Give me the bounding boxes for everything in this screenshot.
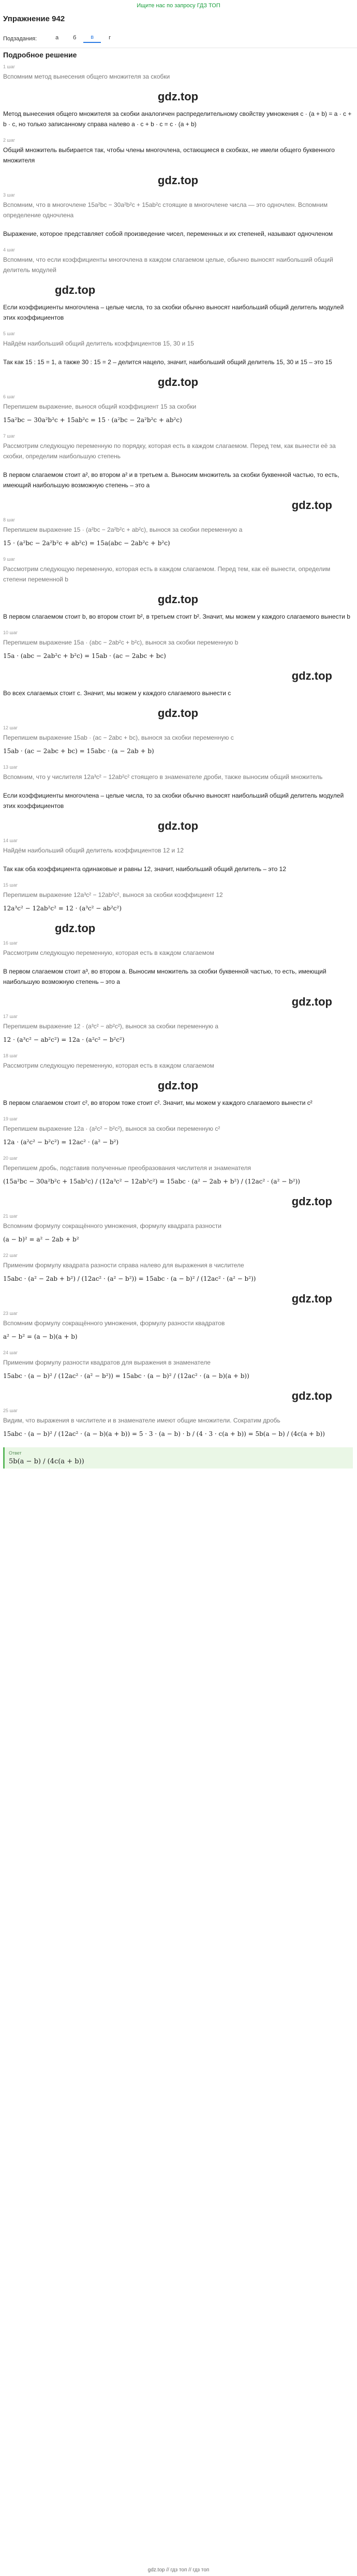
step-text: Так как оба коэффициента одинаковые и равны 12, значит, наибольший общий делитель – это 12 (3, 865, 287, 873)
solution-step (3, 688, 353, 698)
step-text: Метод вынесения общего множителя за скобки аналогичен распределительному свойству умножения c · (a + b) = a · c + b · c, но только записанному справа налево a · c + b · c = c · (a + b) (3, 110, 352, 128)
header (0, 11, 357, 48)
step-text: Вспомним, что если коэффициенты многочлена в каждом слагаемом целые, обычно выносят наибольший общий делитель модулей (3, 256, 333, 274)
step-text: Перепишем выражение 12a · (a²c² − b²c²), вынося за скобки переменную c² (3, 1125, 220, 1132)
step-text: Перепишем выражение 12 · (a³c² − ab²c²), вынося за скобки переменную a (3, 1023, 219, 1030)
solution-step (3, 192, 353, 220)
watermark-text: gdz.top (291, 499, 332, 512)
solution-step (3, 1350, 353, 1381)
solution-step (3, 138, 353, 166)
watermark-text: gdz.top (157, 593, 199, 606)
step-text: Если коэффициенты многочлена – целые числа, то за скобки обычно выносят наибольший общий делитель модулей этих коэффициентов (3, 304, 344, 321)
solution-step (3, 1214, 353, 1245)
solution-step (3, 64, 353, 82)
solution-step (3, 1156, 353, 1187)
step-text: Вспомним формулу сокращённого умножения, формулу разности квадратов (3, 1320, 225, 1327)
step-text: Перепишем выражение 12a³c² − 12ab²c², вынося за скобки коэффициент 12 (3, 891, 223, 898)
step-number: 24 шаг (3, 1350, 18, 1355)
solution-step (3, 1116, 353, 1147)
subpart-b[interactable]: б (72, 35, 77, 41)
step-number: 8 шаг (3, 517, 16, 522)
step-text: Перепишем выражение 15ab · (ac − 2abc + bc), вынося за скобки переменную c (3, 734, 234, 741)
step-number: 9 шаг (3, 557, 16, 562)
step-formula: 15a · (abc − 2ab²c + b²c) = 15ab · (ac − 2abc + bc) (3, 652, 166, 660)
solution-step (3, 229, 353, 239)
solution-step (3, 1408, 353, 1439)
top-search-link[interactable]: Ищите нас по запросу ГДЗ ТОП (137, 3, 220, 9)
solution-step (3, 765, 353, 782)
step-text: Применим формулу разности квадратов для выражения в знаменателе (3, 1359, 211, 1366)
solution-step (3, 966, 353, 987)
step-number: 23 шаг (3, 1311, 18, 1316)
step-text: Применим формулу квадрата разности справа налево для выражения в числителе (3, 1262, 244, 1269)
solution-content (3, 50, 353, 1469)
step-formula: 12a · (a²c² − b²c²) = 12ac² · (a² − b²) (3, 1139, 119, 1146)
step-number: 1 шаг (3, 64, 16, 69)
step-text: В первом слагаемом стоит c², во втором тоже стоит c². Значит, мы можем у каждого слагаемого вынести c² (3, 1099, 313, 1106)
step-text: Вспомним, что в многочлене 15a²bc − 30a²b²c + 15ab²c стоящие в многочлене числа — это одночлен. Вспомним определение одночлена (3, 201, 328, 219)
solution-step (3, 790, 353, 811)
step-text: Найдём наибольший общий делитель коэффициентов 12 и 12 (3, 847, 184, 854)
subpart-g[interactable]: г (109, 35, 111, 41)
step-number: 10 шаг (3, 630, 18, 635)
step-text: Рассмотрим следующую переменную, которая есть в каждом слагаемом (3, 1062, 214, 1069)
step-text: Перепишем выражение, вынося общий коэффициент 15 за скобки (3, 403, 197, 410)
solution-step (3, 394, 353, 425)
step-formula: 15ab · (ac − 2abc + bc) = 15abc · (a − 2ab + b) (3, 747, 154, 755)
step-text: В первом слагаемом стоит a³, во втором a. Выносим множитель за скобки буквенной частью, то есть, имеющий наибольшую возможную степень – это a (3, 968, 326, 985)
step-text: Вспомним метод вынесения общего множителя за скобки (3, 73, 170, 80)
watermark-text: gdz.top (157, 1079, 199, 1092)
step-formula: 15abc · (a² − 2ab + b²) / (12ac² · (a² − b²)) = 15abc · (a − b)² / (12ac² · (a² − b²)) (3, 1275, 256, 1282)
step-formula: 15a²bc − 30a²b²c + 15ab²c = 15 · (a²bc − 2a²b²c + ab²c) (3, 416, 182, 424)
solution-step (3, 1311, 353, 1342)
step-formula: 15abc · (a − b)² / (12ac² · (a − b)(a + b)) = 5 · 3 · (a − b) · b / (4 · 3 · c(a + b)) = 5b(a − b) / (4c(a + b)) (3, 1430, 325, 1437)
solution-step (3, 357, 353, 367)
step-number: 4 шаг (3, 247, 16, 252)
subpart-a[interactable]: а (55, 35, 59, 41)
watermark-text: gdz.top (55, 922, 96, 935)
watermark-text: gdz.top (157, 376, 199, 388)
step-text: Выражение, которое представляет собой произведение чисел, переменных и их степеней, называют одночленом (3, 230, 333, 237)
answer-formula: 5b(a − b) / (4c(a + b)) (9, 1458, 84, 1465)
step-text: Найдём наибольший общий делитель коэффициентов 15, 30 и 15 (3, 340, 194, 347)
step-text: Рассмотрим следующую переменную, которая есть в каждом слагаемом. Перед тем, как её вынести, определим степени переменной b (3, 565, 331, 583)
steps-list (3, 64, 353, 1439)
watermark-text: gdz.top (157, 819, 199, 832)
step-text: Вспомним формулу сокращённого умножения, формулу квадрата разности (3, 1222, 222, 1230)
step-number: 13 шаг (3, 765, 18, 770)
step-text: Перепишем выражение 15a · (abc − 2ab²c + b²c), вынося за скобки переменную b (3, 639, 239, 646)
step-text: Вспомним, что у числителя 12a³c² − 12ab²c² стоящего в знаменателе дроби, также выносим общий множитель (3, 773, 323, 781)
solution-step (3, 557, 353, 585)
step-number: 5 шаг (3, 331, 16, 336)
solution-step (3, 838, 353, 856)
solution-step (3, 331, 353, 349)
step-text: Во всех слагаемых стоит c. Значит, мы можем у каждого слагаемого вынести c (3, 690, 231, 697)
subpart-v[interactable]: в (83, 34, 101, 43)
watermark-text: gdz.top (55, 283, 96, 296)
solution-step (3, 864, 353, 874)
page-title: Упражнение 942 (3, 14, 65, 23)
solution-step (3, 470, 353, 490)
step-text: Общий множитель выбирается так, чтобы члены многочлена, остающиеся в скобках, не имели общего буквенного множителя (3, 146, 335, 164)
footer: gdz.top // гдз топ // гдз топ (147, 2567, 210, 2573)
step-text: Так как 15 : 15 = 1, а также 30 : 15 = 2 – делится нацело, значит, наибольший общий делитель 15, 30 и 15 – это 15 (3, 358, 332, 366)
solution-step (3, 1014, 353, 1045)
watermark-text: gdz.top (291, 995, 332, 1008)
step-text: Рассмотрим следующую переменную, которая есть в каждом слагаемом (3, 949, 214, 956)
section-title: Подробное решение (3, 51, 77, 59)
solution-step (3, 109, 353, 129)
step-formula: 15abc · (a − b)² / (12ac² · (a² − b²)) = 15abc · (a − b)² / (12ac² · (a − b)(a + b)) (3, 1372, 249, 1380)
step-number: 18 шаг (3, 1053, 18, 1058)
step-number: 2 шаг (3, 138, 16, 143)
solution-step (3, 1253, 353, 1284)
step-text: Если коэффициенты многочлена – целые числа, то за скобки обычно выносят наибольший общий делитель модулей этих коэффициентов (3, 792, 344, 810)
step-number: 14 шаг (3, 838, 18, 843)
step-number: 6 шаг (3, 394, 16, 399)
watermark-text: gdz.top (291, 669, 332, 682)
solution-step (3, 611, 353, 622)
step-number: 21 шаг (3, 1214, 18, 1219)
solution-step (3, 1098, 353, 1108)
solution-step (3, 630, 353, 661)
top-banner (0, 0, 357, 11)
step-number: 25 шаг (3, 1408, 18, 1413)
solution-step (3, 1053, 353, 1071)
step-number: 19 шаг (3, 1116, 18, 1121)
solution-step (3, 882, 353, 913)
step-number: 20 шаг (3, 1156, 18, 1161)
answer-block (3, 1447, 353, 1469)
step-number: 16 шаг (3, 940, 18, 946)
step-text: Перепишем выражение 15 · (a²bc − 2a²b²c + ab²c), вынося за скобки переменную a (3, 526, 243, 533)
watermark-text: gdz.top (291, 1389, 332, 1402)
step-formula: 12a³c² − 12ab²c² = 12 · (a³c² − ab²c²) (3, 905, 122, 912)
step-text: В первом слагаемом стоит a², во втором a² и в третьем a. Выносим множитель за скобки буквенной частью, то есть, имеющий наибольшую возможную степень – это a (3, 471, 339, 489)
step-number: 17 шаг (3, 1014, 18, 1019)
solution-step (3, 725, 353, 756)
step-formula: a² − b² = (a − b)(a + b) (3, 1333, 78, 1340)
step-formula: 12 · (a³c² − ab²c²) = 12a · (a²c² − b²c²) (3, 1036, 125, 1043)
step-text: Видим, что выражения в числителе и в знаменателе имеют общие множители. Сократим дробь (3, 1417, 280, 1424)
solution-step (3, 302, 353, 323)
step-text: В первом слагаемом стоит b, во втором стоит b², в третьем стоит b². Значит, мы можем у каждого слагаемого вынести b (3, 613, 350, 620)
watermark-text: gdz.top (291, 1195, 332, 1208)
solution-step (3, 940, 353, 958)
watermark-text: gdz.top (157, 90, 199, 103)
step-number: 22 шаг (3, 1253, 18, 1258)
step-formula: (a − b)² = a² − 2ab + b² (3, 1236, 79, 1243)
step-text: Перепишем дробь, подставив полученные преобразования числителя и знаменателя (3, 1164, 251, 1172)
answer-label: Ответ (9, 1450, 22, 1456)
step-number: 12 шаг (3, 725, 18, 730)
solution-step (3, 517, 353, 548)
step-text: Рассмотрим следующую переменную по порядку, которая есть в каждом слагаемом. Перед тем, как вынести её за скобки, определим наибольшую степень (3, 442, 336, 460)
step-formula: 15 · (a²bc − 2a²b²c + ab²c) = 15a(abc − 2ab²c + b²c) (3, 540, 170, 547)
watermark-text: gdz.top (157, 174, 199, 187)
step-number: 7 шаг (3, 433, 16, 439)
subparts-nav (3, 34, 118, 43)
watermark-text: gdz.top (157, 707, 199, 720)
solution-step (3, 433, 353, 461)
step-number: 15 шаг (3, 882, 18, 888)
solution-step (3, 247, 353, 275)
watermark-text: gdz.top (291, 1292, 332, 1305)
step-formula: (15a²bc − 30a²b²c + 15ab²c) / (12a³c² − 12ab²c²) = 15abc · (a² − 2ab + b²) / (12ac² · (a² − b²)) (3, 1178, 300, 1185)
subparts-label: Подзадания: (3, 35, 37, 42)
step-number: 3 шаг (3, 192, 16, 198)
